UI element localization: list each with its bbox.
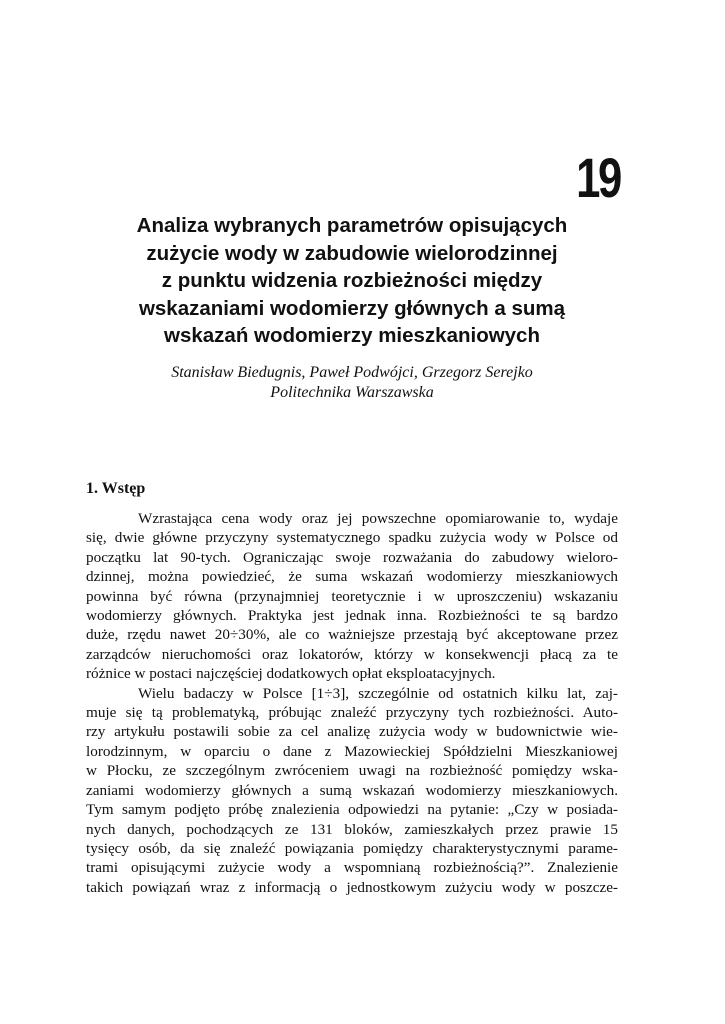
title-line: wskazaniami wodomierzy głównych a sumą bbox=[138, 296, 566, 320]
author-names: Stanisław Biedugnis, Paweł Podwójci, Grzegorz Serejko bbox=[171, 364, 533, 381]
text-line: lorodzinnym, w oparciu o dane z Mazowieckiej Spółdzielni Mieszkaniowej bbox=[86, 742, 618, 760]
text-line: takich powiązań wraz z informacją o jednostkowym zużyciu wody w poszcze- bbox=[86, 878, 618, 896]
text-line: powinna być równa (przynajmniej teoretycznie i w uproszczeniu) wskazaniu bbox=[86, 587, 618, 605]
chapter-number: 19 bbox=[576, 146, 620, 209]
paragraph-2 bbox=[86, 684, 618, 897]
text-line: zaniami wodomierzy głównych a sumą wskazań wodomierzy mieszkaniowych. bbox=[86, 781, 618, 799]
text-line: duże, rzędu nawet 20÷30%, ale co ważniejsze przestają być akceptowane przez bbox=[86, 626, 618, 644]
paper-title bbox=[86, 212, 618, 350]
title-line: z punktu widzenia rozbieżności między bbox=[161, 269, 543, 293]
title-line: zużycie wody w zabudowie wielorodzinnej bbox=[146, 241, 558, 265]
text-line: wodomierzy głównych. Praktyka jest jednak inna. Rozbieżności te są bardzo bbox=[86, 607, 618, 625]
text-line: rzy artykułu postawili sobie za cel analizę zużycia wody w budownictwie wie- bbox=[86, 723, 618, 741]
text-line: Wzrastająca cena wody oraz jej powszechne opomiarowanie to, wydaje bbox=[138, 510, 618, 527]
text-line: Tym samym podjęto próbę znalezienia odpowiedzi na pytanie: „Czy w posiada- bbox=[86, 801, 618, 819]
author-affiliation: Politechnika Warszawska bbox=[270, 383, 434, 401]
text-line: muje się tą problematyką, próbując znaleźć przyczyny tych rozbieżności. Auto- bbox=[86, 704, 618, 722]
text-line: tysięcy osób, da się znaleźć powiązania pomiędzy charakterystycznymi parame- bbox=[86, 839, 618, 857]
text-line: zarządców nieruchomości oraz lokatorów, którzy w konsekwencji płacą za te bbox=[86, 645, 618, 663]
section-heading: 1. Wstęp bbox=[86, 480, 146, 497]
text-line: trami opisującymi zużycie wody a wspomnianą rozbieżnością?”. Znalezienie bbox=[86, 859, 618, 877]
text-line: w Płocku, ze szczególnym zwróceniem uwagi na rozbieżność pomiędzy wska- bbox=[86, 762, 618, 780]
text-line: dzinnej, można powiedzieć, że suma wskazań wodomierzy mieszkaniowych bbox=[86, 568, 618, 586]
paragraph-1 bbox=[86, 509, 618, 684]
text-line: nych danych, pochodzących ze 131 bloków, zamieszkałych przez prawie 15 bbox=[86, 820, 618, 838]
text-line: Wielu badaczy w Polsce [1÷3], szczególnie od ostatnich kilku lat, zaj- bbox=[138, 684, 618, 702]
body-text bbox=[86, 509, 618, 897]
text-line: się, dwie główne przyczyny systematycznego spadku zużycia wody w Polsce od bbox=[86, 529, 618, 547]
title-line: Analiza wybranych parametrów opisujących bbox=[136, 214, 568, 237]
text-line: różnice w postaci najczęściej dodatkowych opłat eksploatacyjnych. bbox=[86, 665, 496, 683]
author-block bbox=[86, 363, 618, 402]
text-line: początku lat 90-tych. Ograniczając swoje rozważania do zabudowy wieloro- bbox=[86, 548, 618, 566]
title-line: wskazań wodomierzy mieszkaniowych bbox=[164, 324, 540, 348]
